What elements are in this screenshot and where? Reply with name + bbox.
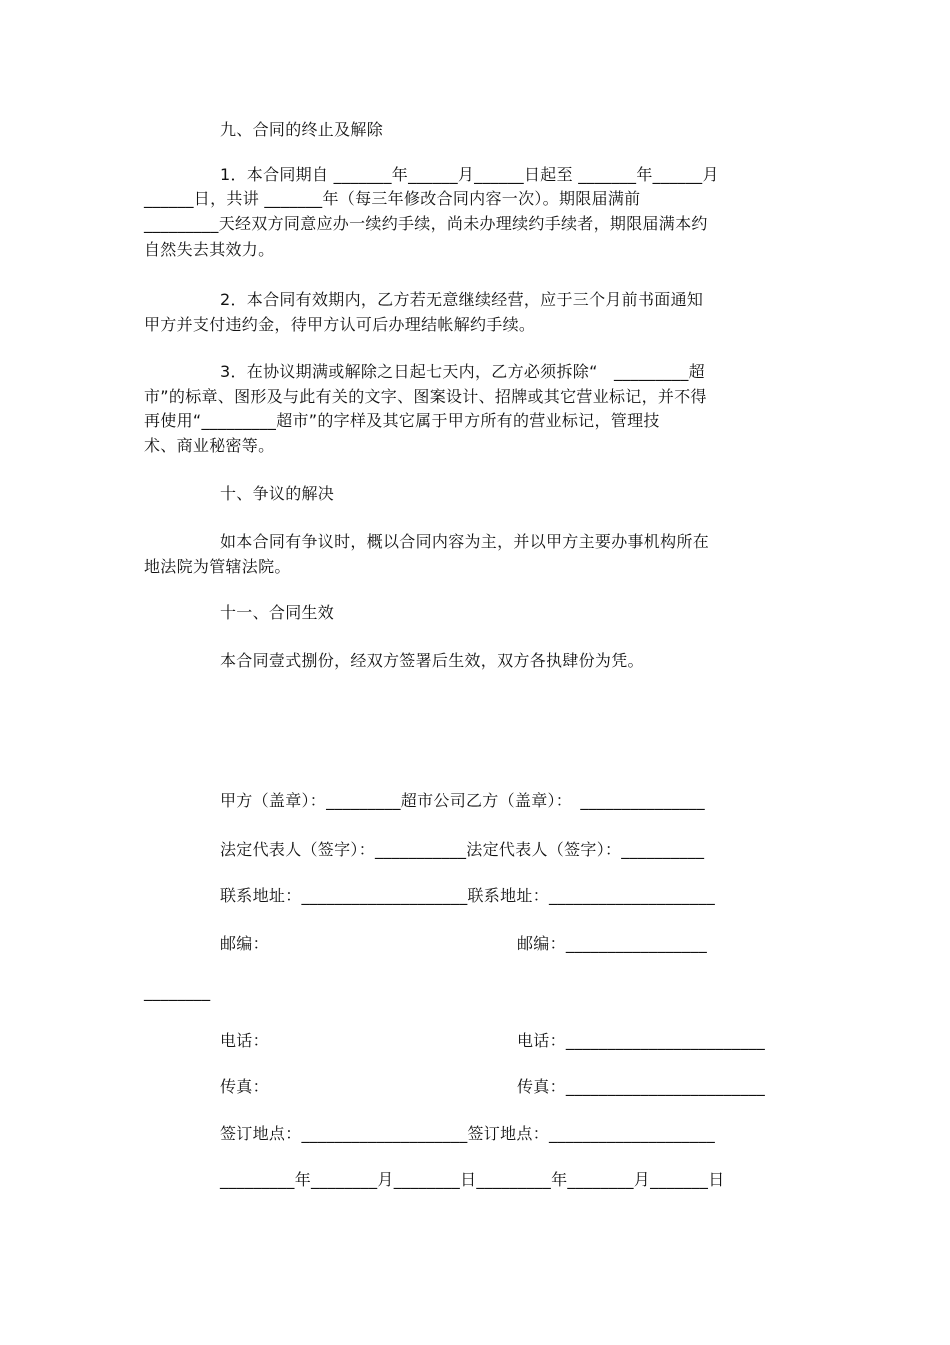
section-9-p3-line-1: 3．在协议期满或解除之日起七天内，乙方必须拆除“ _________超 (220, 362, 705, 381)
section-9-p3-line-4: 术、商业秘密等。 (144, 436, 275, 455)
section-9-p3-line-2: 市”的标章、图形及与此有关的文字、图案设计、招牌或其它营业标记，并不得 (144, 387, 707, 406)
signature-zip-right: 邮编：_________________ (517, 934, 707, 953)
section-9-p1-line-4: 自然失去其效力。 (144, 240, 275, 259)
signature-phone-right: 电话：________________________ (517, 1031, 766, 1050)
section-10-heading: 十、争议的解决 (220, 484, 335, 503)
signature-date-line: _________年________月________日_________年________月_______日 (220, 1170, 725, 1189)
signature-zip-continuation: ________ (144, 982, 211, 1001)
section-9-p1-line-1: 1．本合同期自 _______年______月______日起至 _______年______月 (220, 165, 719, 184)
section-9-p2-line-1: 2．本合同有效期内，乙方若无意继续经营，应于三个月前书面通知 (220, 290, 704, 309)
section-9-p1-line-3: _________天经双方同意应办一续约手续，尚未办理续约手续者，期限届满本约 (144, 214, 708, 233)
section-11-heading: 十一、合同生效 (220, 603, 335, 622)
section-9-p1-line-2: ______日，共讲 _______年（每三年修改合同内容一次）。期限届满前 (144, 189, 641, 208)
signature-zip-left: 邮编： (220, 934, 269, 953)
section-9-p2-line-2: 甲方并支付违约金，待甲方认可后办理结帐解约手续。 (144, 315, 536, 334)
signature-fax-left: 传真： (220, 1077, 269, 1096)
signature-address-line: 联系地址：____________________联系地址：____________________ (220, 886, 715, 905)
section-9-heading: 九、合同的终止及解除 (220, 120, 384, 139)
section-9-p3-line-3: 再使用“_________超市”的字样及其它属于甲方所有的营业标记，管理技 (144, 411, 660, 430)
section-10-p1-line-1: 如本合同有争议时，概以合同内容为主，并以甲方主要办事机构所在 (220, 532, 710, 551)
signature-place-line: 签订地点：____________________签订地点：____________________ (220, 1124, 715, 1143)
section-11-p1: 本合同壹式捌份，经双方签署后生效，双方各执肆份为凭。 (220, 651, 644, 670)
section-10-p1-line-2: 地法院为管辖法院。 (144, 557, 291, 576)
signature-fax-right: 传真：________________________ (517, 1077, 766, 1096)
signature-phone-left: 电话： (220, 1031, 269, 1050)
signature-party-line: 甲方（盖章）：_________超市公司乙方（盖章）： _______________ (220, 791, 705, 810)
signature-representative-line: 法定代表人（签字）：___________法定代表人（签字）：__________ (220, 840, 705, 859)
